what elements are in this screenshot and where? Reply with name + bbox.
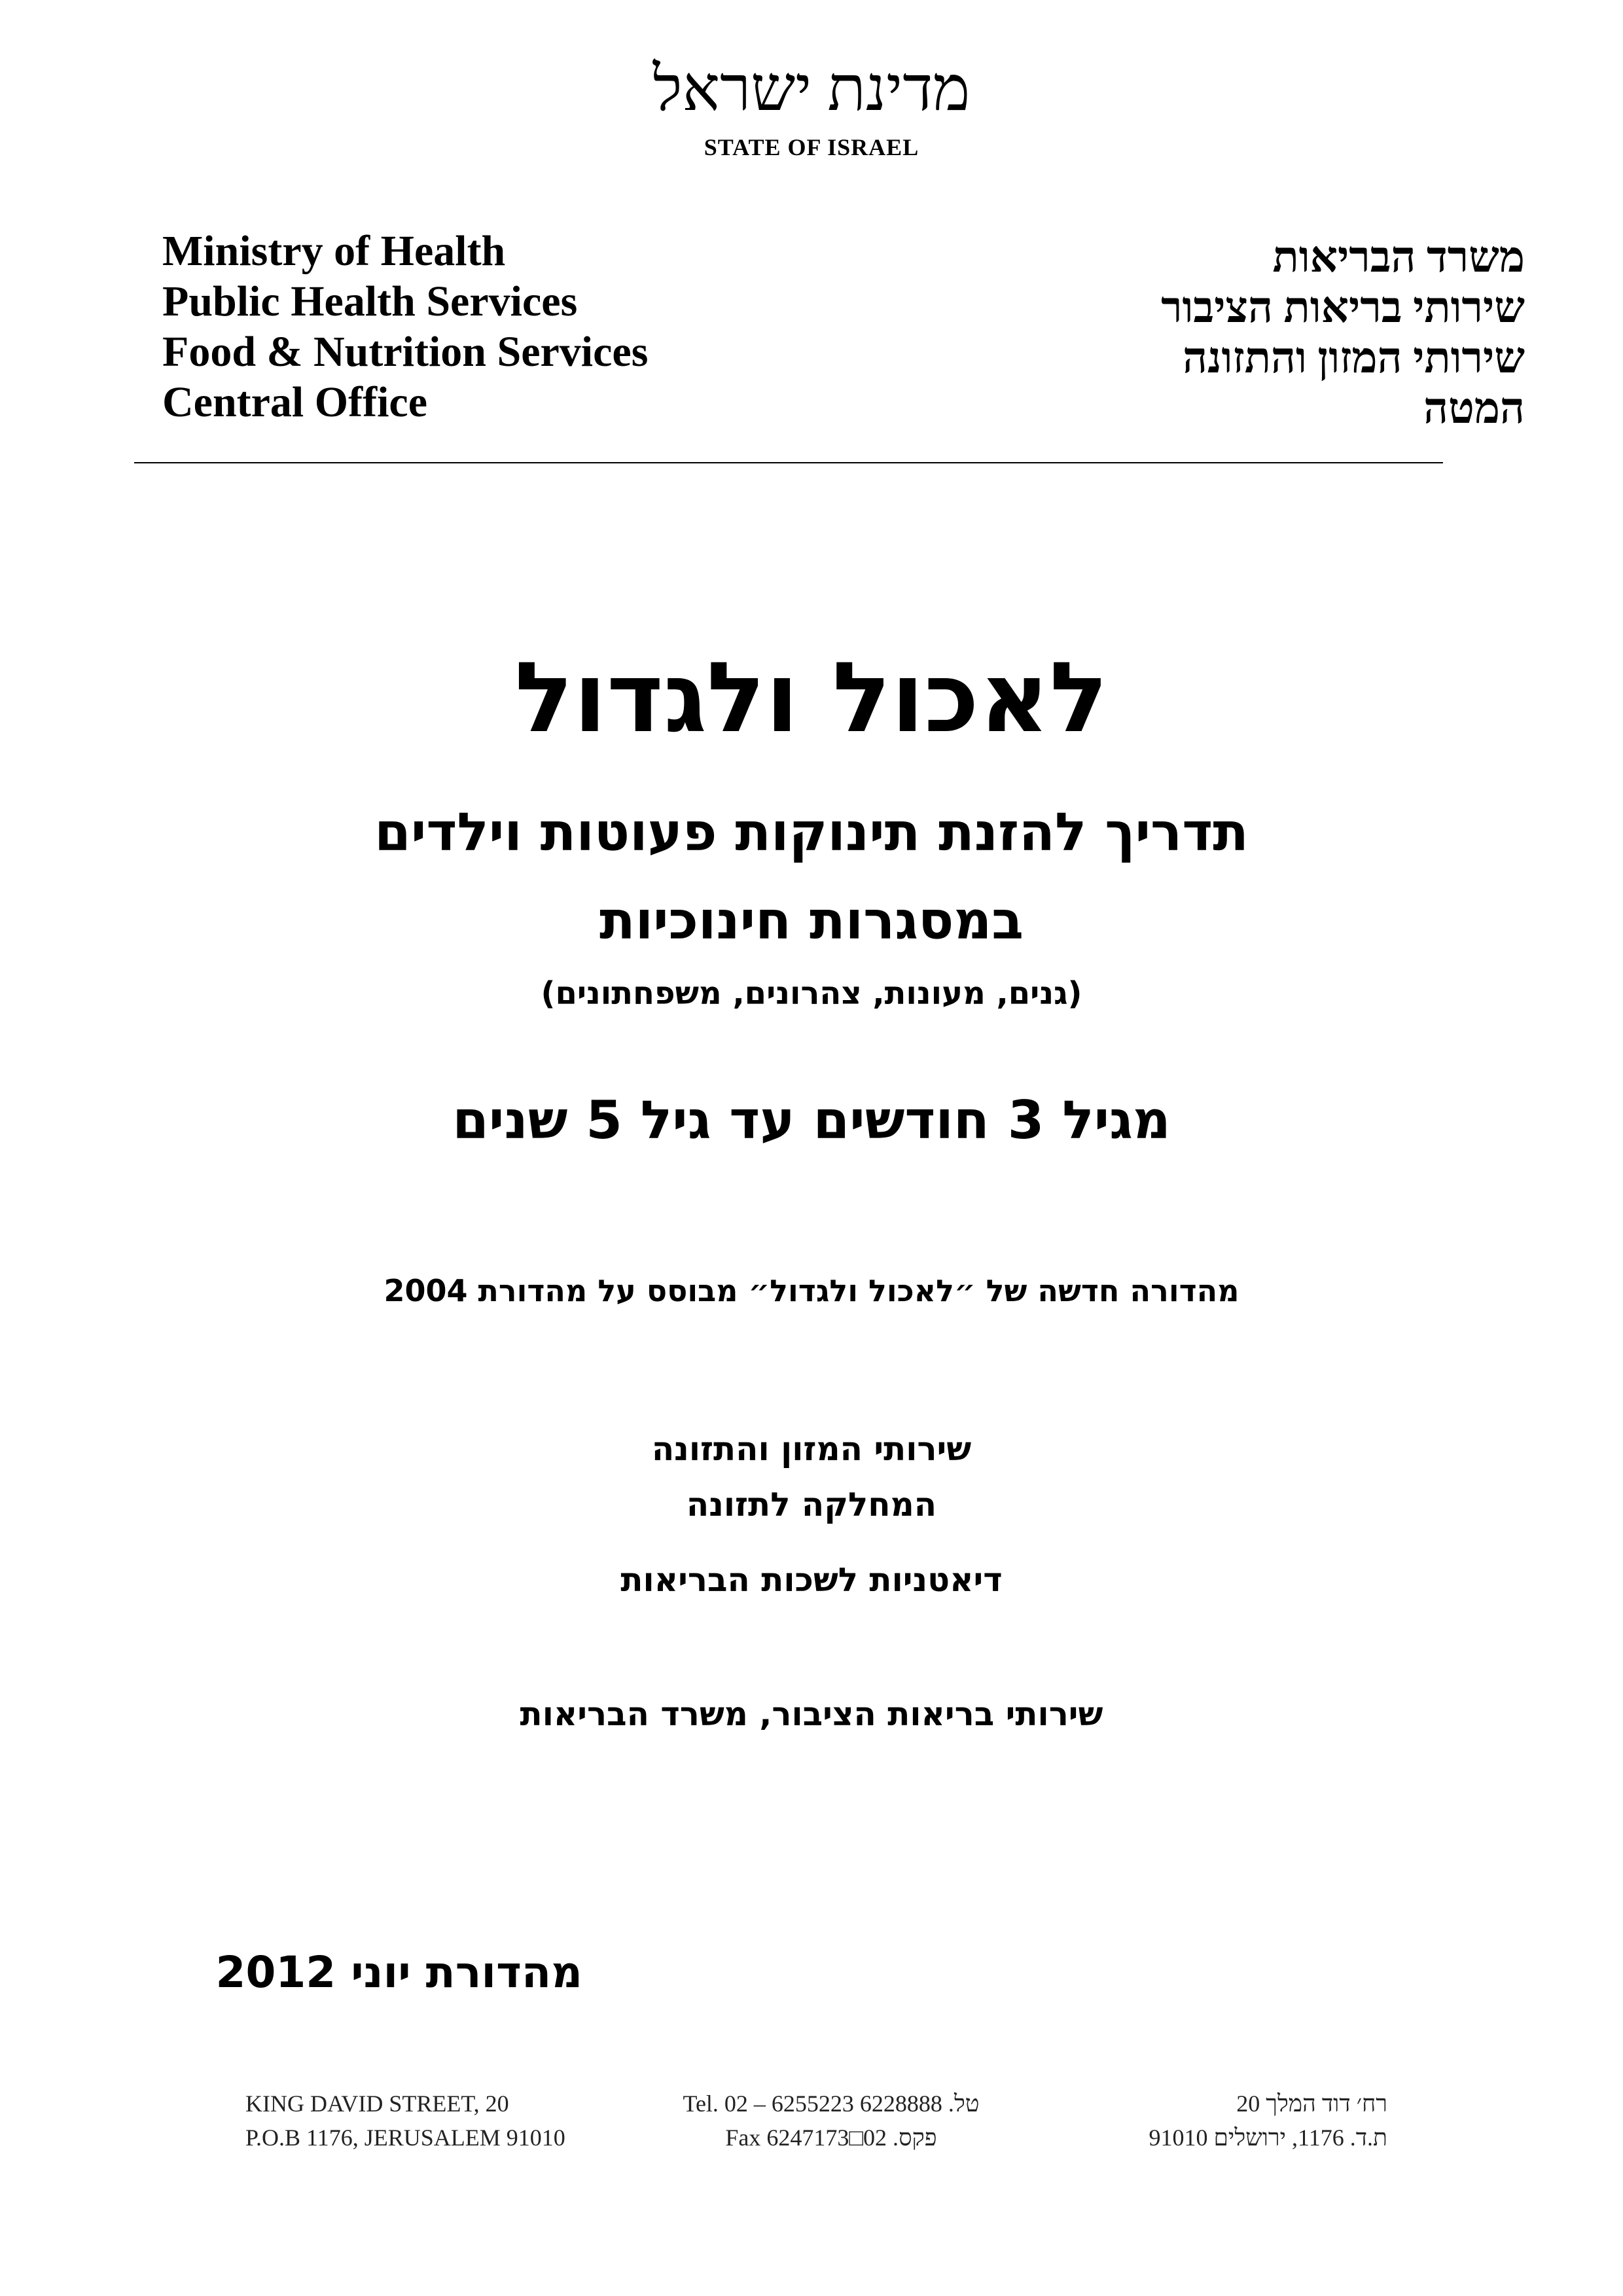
ministry-english-line: Central Office <box>162 378 427 426</box>
state-title-english: STATE OF ISRAEL <box>704 134 919 160</box>
ministry-english-line: Ministry of Health <box>162 227 506 275</box>
department-line3: דיאטניות לשכות הבריאות <box>620 1561 1003 1599</box>
edition-note: מהדורה חדשה של ״לאכול ולגדול״ מבוסס על מהדורת 2004 <box>383 1273 1240 1308</box>
department-line2: המחלקה לתזונה <box>686 1486 937 1524</box>
state-title-hebrew: מדינת ישראל <box>652 54 971 124</box>
footer-address-hebrew-line2: ת.ד. 1176, ירושלים 91010 <box>1149 2125 1387 2151</box>
ministry-hebrew-block <box>936 232 1525 434</box>
footer-address-english-line2: P.O.B 1176, JERUSALEM 91010 <box>245 2125 565 2151</box>
ministry-english-line: Public Health Services <box>162 278 578 325</box>
document-subtitle-line1: תדריך להזנת תינוקות פעוטות וילדים <box>374 802 1249 863</box>
footer-address-hebrew-line1: רח׳ דוד המלך 20 <box>1236 2090 1387 2117</box>
footer-address-english <box>245 2087 565 2155</box>
document-subtitle-line2: במסגרות חינוכיות <box>599 890 1024 951</box>
footer-address-hebrew <box>929 2087 1387 2155</box>
ministry-english-block <box>162 226 751 427</box>
footer-telephone: Tel. 02 – 6255223 6228888 .טל <box>683 2090 980 2117</box>
ministry-hebrew-line: משרד הבריאות <box>1272 234 1525 281</box>
age-range-heading: מגיל 3 חודשים עד גיל 5 שנים <box>452 1090 1171 1151</box>
document-title: לאכול ולגדול <box>514 641 1109 754</box>
footer-address-english-line1: KING DAVID STREET, 20 <box>245 2090 509 2117</box>
document-subtitle-line3: (גנים, מעונות, צהרונים, משפחתונים) <box>541 975 1082 1012</box>
ministry-hebrew-line: המטה <box>1423 385 1525 433</box>
ministry-english-line: Food & Nutrition Services <box>162 328 649 376</box>
ministry-hebrew-line: שירותי בריאות הציבור <box>1161 284 1525 332</box>
footer-fax: Fax 6247173□02 .פקס <box>725 2125 937 2151</box>
ministry-hebrew-line: שירותי המזון והתזונה <box>1183 334 1525 382</box>
department-line4: שירותי בריאות הציבור, משרד הבריאות <box>520 1695 1103 1733</box>
header-divider <box>134 462 1443 463</box>
department-line1: שירותי המזון והתזונה <box>651 1430 972 1468</box>
edition-date: מהדורת יוני 2012 <box>215 1947 582 1998</box>
